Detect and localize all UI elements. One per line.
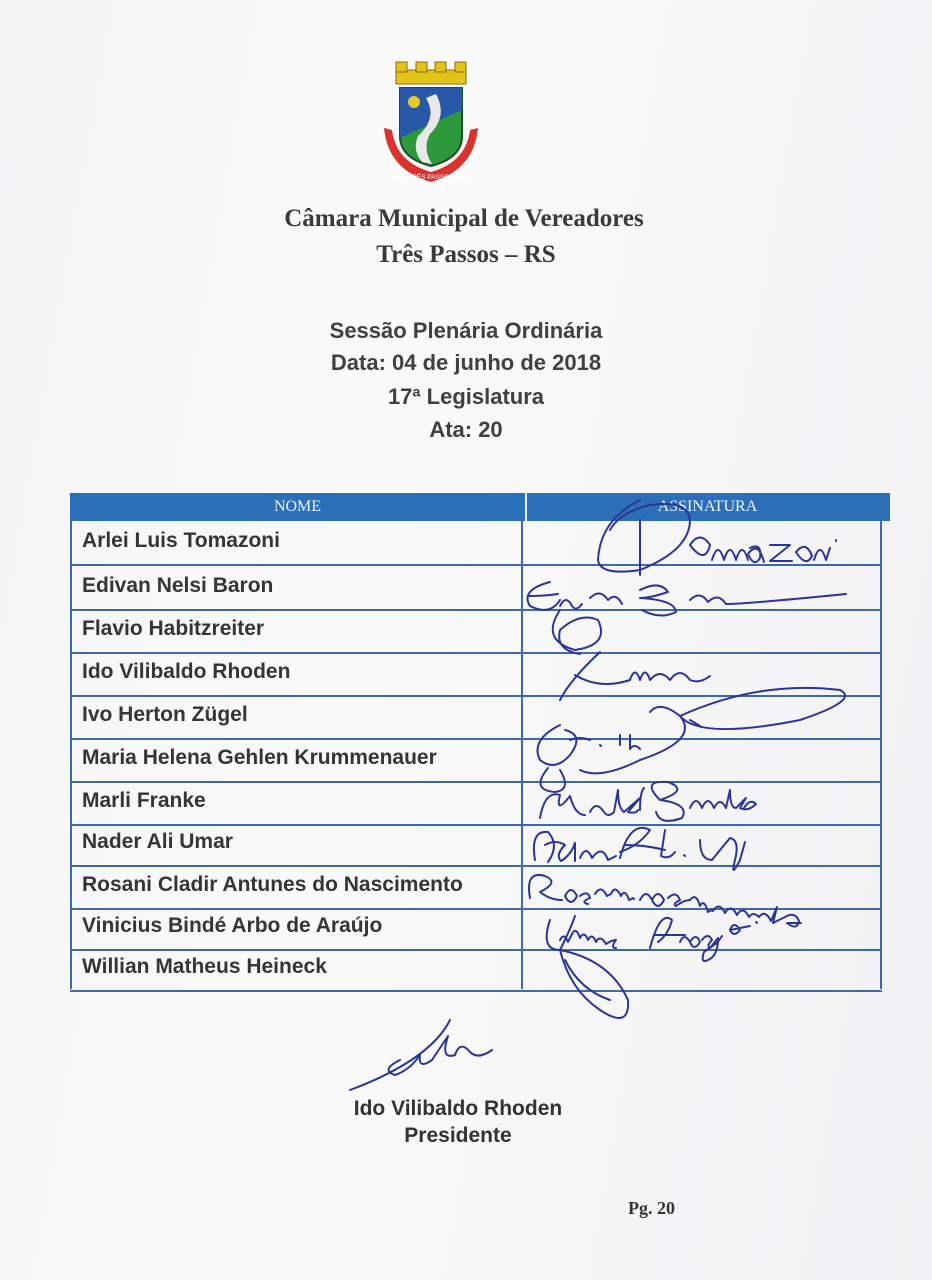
page-number: Pg. 20 bbox=[628, 1198, 675, 1218]
councillor-name: Flavio Habitzreiter bbox=[82, 617, 265, 640]
table-row bbox=[70, 566, 882, 611]
councillor-name: Willian Matheus Heineck bbox=[82, 955, 327, 978]
councillor-name: Rosani Cladir Antunes do Nascimento bbox=[82, 873, 463, 896]
signature-president bbox=[350, 1020, 492, 1090]
table-row bbox=[70, 822, 882, 867]
table-row bbox=[70, 609, 882, 654]
session-minutes-number: Ata: 20 bbox=[429, 417, 503, 442]
councillor-name: Maria Helena Gehlen Krummenauer bbox=[82, 746, 437, 769]
svg-text:1879 TRÊS PASSOS 1944: 1879 TRÊS PASSOS 1944 bbox=[392, 174, 470, 181]
table-border-left bbox=[70, 521, 72, 989]
organization-location: Três Passos – RS bbox=[376, 241, 556, 268]
table-row bbox=[70, 695, 882, 740]
table-row bbox=[70, 652, 882, 697]
table-row bbox=[70, 906, 882, 951]
councillor-name: Edivan Nelsi Baron bbox=[82, 574, 274, 597]
table-border-right bbox=[880, 521, 882, 989]
councillor-name: Vinicius Bindé Arbo de Araújo bbox=[82, 914, 383, 937]
column-header-name: NOME bbox=[273, 498, 322, 515]
table-header bbox=[70, 493, 890, 521]
councillor-name: Ivo Herton Zügel bbox=[82, 703, 248, 726]
session-legislature: 17ª Legislatura bbox=[387, 384, 545, 409]
organization-name: Câmara Municipal de Vereadores bbox=[284, 205, 644, 232]
session-title: Sessão Plenária Ordinária bbox=[329, 318, 603, 343]
column-header-signature: ASSINATURA bbox=[657, 498, 758, 515]
municipal-crest-logo bbox=[378, 58, 484, 188]
attendance-table bbox=[70, 493, 890, 993]
councillor-name: Ido Vilibaldo Rhoden bbox=[82, 660, 291, 683]
table-row bbox=[70, 865, 882, 910]
councillor-name: Arlei Luis Tomazoni bbox=[82, 529, 280, 552]
president-name: Ido Vilibaldo Rhoden bbox=[353, 1097, 563, 1120]
councillor-name: Marli Franke bbox=[82, 789, 206, 812]
table-column-divider bbox=[521, 521, 523, 989]
table-row bbox=[70, 738, 882, 783]
table-row bbox=[70, 947, 882, 992]
session-date: Data: 04 de junho de 2018 bbox=[330, 350, 602, 375]
councillor-name: Nader Ali Umar bbox=[82, 830, 233, 853]
president-title: Presidente bbox=[404, 1124, 512, 1147]
table-row bbox=[70, 521, 882, 566]
table-row bbox=[70, 781, 882, 826]
